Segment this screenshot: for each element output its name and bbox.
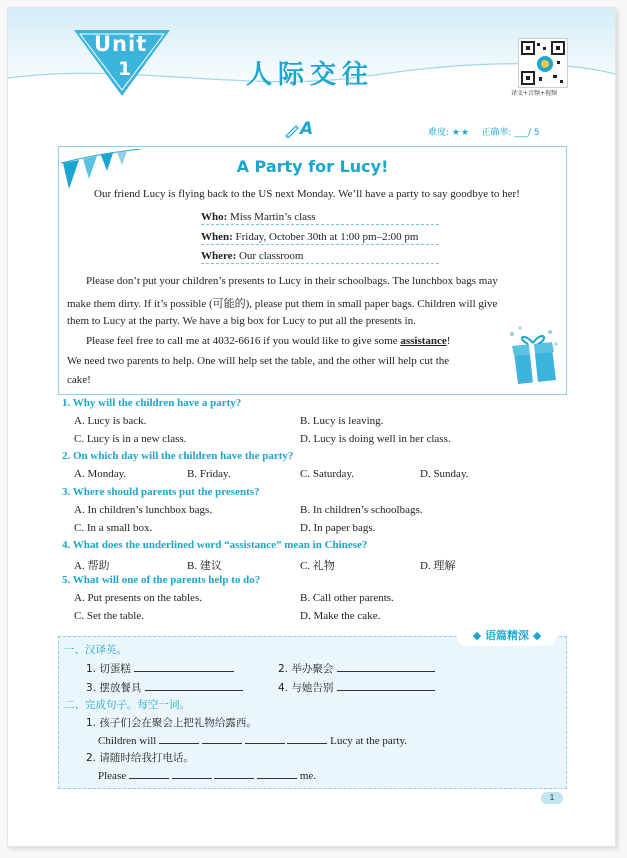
sentence-1-start: Children will — [98, 735, 157, 747]
question-2-option-c[interactable]: C. Saturday. — [300, 468, 354, 480]
question-1-option-d[interactable]: D. Lucy is doing well in her class. — [300, 433, 451, 445]
who-value: Miss Martin’s class — [230, 211, 316, 223]
difficulty-meta — [428, 125, 540, 138]
gift-box-icon — [504, 324, 562, 386]
passage-title: A Party for Lucy! — [236, 157, 389, 176]
question-3-option-c[interactable]: C. In a small box. — [74, 522, 153, 534]
translate-item-1 — [86, 660, 234, 676]
paragraph-2-line-2: We need two parents to help. One will help set the table, and the other will help cut the — [67, 355, 450, 367]
answer-blank[interactable] — [145, 679, 243, 691]
question-4-option-c[interactable]: C. 礼物 — [300, 560, 335, 572]
question-3-option-a[interactable]: A. In children’s lunchbox bags. — [74, 504, 213, 516]
when-label: When: — [201, 231, 233, 243]
sentence-1-chinese: 1. 孩子们会在聚会上把礼物给露西。 — [86, 717, 257, 729]
question-4-stem: 4. What does the underlined word “assistance” mean in Chinese? — [62, 539, 368, 551]
paragraph-2-line-1 — [86, 335, 450, 347]
qr-code-icon[interactable] — [518, 38, 568, 88]
accuracy-label: 正确率: — [481, 128, 512, 138]
question-1-option-a[interactable]: A. Lucy is back. — [74, 415, 147, 427]
accuracy-value: ___/ 5 — [514, 128, 540, 138]
reading-passage-box — [58, 146, 567, 395]
part-1-title: 一、汉译英。 — [64, 644, 127, 656]
sentence-1-english — [98, 732, 407, 747]
part-2-title: 二、完成句子。每空一词。 — [64, 699, 190, 711]
where-value: Our classroom — [238, 250, 304, 262]
question-1-option-b[interactable]: B. Lucy is leaving. — [300, 415, 384, 427]
question-4-option-b[interactable]: B. 建议 — [187, 560, 222, 572]
question-3-stem: 3. Where should parents put the presents? — [62, 486, 260, 498]
question-3-option-d[interactable]: D. In paper bags. — [300, 522, 376, 534]
question-2-option-d[interactable]: D. Sunday. — [420, 468, 469, 480]
question-5-stem: 5. What will one of the parents help to do? — [62, 574, 261, 586]
qr-caption: 译文+音频+视频 — [511, 90, 558, 97]
answer-blank[interactable] — [257, 767, 297, 779]
question-5-option-d[interactable]: D. Make the cake. — [300, 610, 381, 622]
info-who — [201, 211, 439, 225]
translate-item-3 — [86, 679, 243, 695]
practice-tag: ◆ 语篇精深 ◆ — [457, 626, 557, 646]
unit-number: 1 — [118, 58, 132, 80]
translate-item-4-label: 4. 与她告别 — [278, 682, 334, 694]
translate-item-2-label: 2. 举办聚会 — [278, 663, 334, 675]
unit-label: Unit — [94, 32, 148, 56]
paragraph-1-line-3: them to Lucy at the party. We have a big box for Lucy to put all the presents in. — [67, 315, 416, 327]
where-label: Where: — [201, 250, 237, 262]
paragraph-2-line-3: cake! — [67, 374, 91, 386]
difficulty-stars: ★★ — [451, 128, 471, 138]
paragraph-2-punct: ! — [446, 335, 451, 347]
answer-blank[interactable] — [129, 767, 169, 779]
question-1-stem: 1. Why will the children have a party? — [62, 397, 242, 409]
answer-blank[interactable] — [159, 732, 199, 744]
answer-blank[interactable] — [245, 732, 285, 744]
answer-blank[interactable] — [172, 767, 212, 779]
translate-item-2 — [278, 660, 435, 676]
pencil-icon — [284, 124, 300, 138]
page-number: 1 — [541, 792, 563, 804]
page-title: 人际交往 — [246, 60, 375, 90]
passage-intro: Our friend Lucy is flying back to the US next Monday. We’ll have a party to say goodbye to her! — [94, 188, 520, 200]
question-5-option-b[interactable]: B. Call other parents. — [300, 592, 394, 604]
who-label: Who: — [201, 211, 228, 223]
question-1-option-c[interactable]: C. Lucy is in a new class. — [74, 433, 187, 445]
worksheet-page — [7, 7, 616, 847]
question-5-option-c[interactable]: C. Set the table. — [74, 610, 144, 622]
answer-blank[interactable] — [214, 767, 254, 779]
sentence-2-english — [98, 767, 316, 782]
underlined-word: assistance — [400, 335, 447, 347]
question-5-option-a[interactable]: A. Put presents on the tables. — [74, 592, 203, 604]
paragraph-1-line-1: Please don’t put your children’s presents to Lucy in their schoolbags. The lunchbox bags may — [86, 275, 498, 287]
translate-item-1-label: 1. 切蛋糕 — [86, 663, 131, 675]
question-4-option-d[interactable]: D. 理解 — [420, 560, 456, 572]
answer-blank[interactable] — [287, 732, 327, 744]
question-2-option-b[interactable]: B. Friday. — [187, 468, 231, 480]
translate-item-4 — [278, 679, 435, 695]
difficulty-label: 难度: — [428, 128, 450, 138]
info-where — [201, 250, 439, 264]
answer-blank[interactable] — [134, 660, 234, 672]
answer-blank[interactable] — [202, 732, 242, 744]
paragraph-2-text: Please feel free to call me at 4032-6616 if you would like to give some — [86, 335, 401, 347]
question-2-stem: 2. On which day will the children have the party? — [62, 450, 294, 462]
sentence-2-chinese: 2. 请随时给我打电话。 — [86, 752, 194, 764]
question-2-option-a[interactable]: A. Monday. — [74, 468, 127, 480]
sentence-2-start: Please — [98, 770, 127, 782]
section-label: A — [300, 119, 314, 139]
question-4-option-a[interactable]: A. 帮助 — [74, 560, 110, 572]
info-when — [201, 231, 439, 245]
sentence-2-end: me. — [299, 770, 317, 782]
when-value: Friday, October 30th at 1:00 pm–2:00 pm — [235, 231, 419, 243]
sentence-1-end: Lucy at the party. — [330, 735, 407, 747]
question-3-option-b[interactable]: B. In children’s schoolbags. — [300, 504, 423, 516]
answer-blank[interactable] — [337, 679, 435, 691]
answer-blank[interactable] — [337, 660, 435, 672]
translate-item-3-label: 3. 摆放餐具 — [86, 682, 142, 694]
paragraph-1-line-2: make them dirty. If it’s possible (可能的), please put them in small paper bags. Children will give — [67, 298, 498, 310]
